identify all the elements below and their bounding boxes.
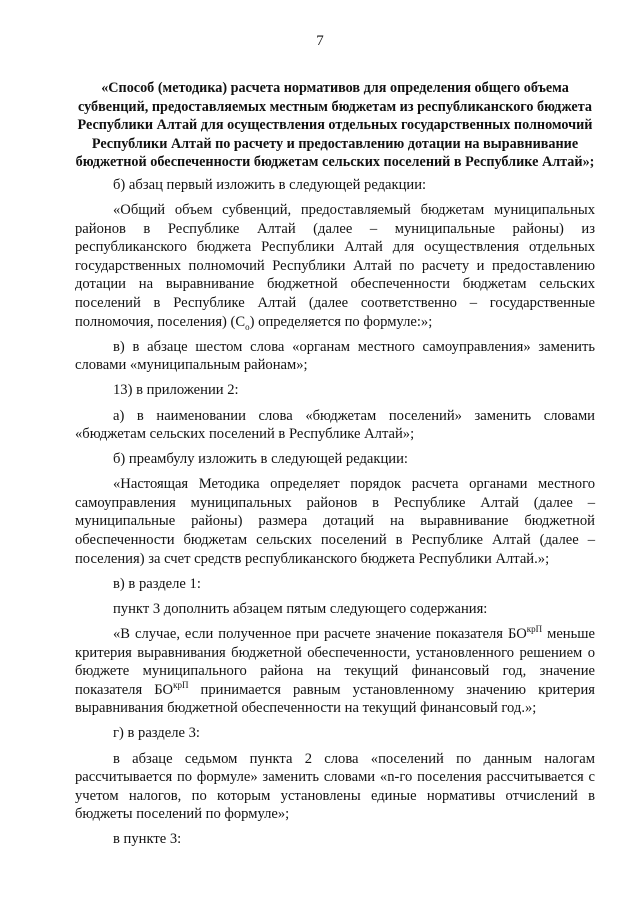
superscript-krp: крП — [526, 624, 543, 635]
paragraph-amend-seventh-para: в абзаце седьмом пункта 2 слова «поселений по данным налогам рассчитывается по формуле» заменить словами «n-го поселения рассчитывается с учетом налогов, по которым установлены единые нормативы отчислений в бюджеты поселений по формуле»; — [75, 750, 595, 823]
paragraph-bo-criterion — [75, 625, 595, 718]
paragraph-preamble-text: «Настоящая Методика определяет порядок расчета органами местного самоуправления муниципальных районов в Республике Алтай (далее – муниципальные районы) размера дотаций на выравнивание бюджетной обеспеченности бюджетам сельских поселений в Республике Алтай (далее – поселения) за счет средств республиканского бюджета Республики Алтай.»; — [75, 476, 595, 567]
superscript-krp: крП — [173, 679, 189, 690]
paragraph-point-3: пункт 3 дополнить абзацем пятым следующего содержания: — [113, 600, 488, 617]
paragraph-appendix-2: 13) в приложении 2: — [113, 382, 239, 399]
paragraph-amend-first-para: б) абзац первый изложить в следующей редакции: — [113, 176, 427, 193]
document-body — [75, 79, 595, 849]
methodology-heading: «Способ (методика) расчета нормативов для определения общего объема субвенций, предоставляемых местным бюджетам из республиканского бюджета Республики Алтай для осуществления отдельных государственных полномочий Республики Алтай по расчету и предоставлению дотации на выравнивание бюджетной обеспеченности бюджетам сельских поселений в Республике Алтай»; — [75, 80, 595, 171]
paragraph-amend-title: а) в наименовании слова «бюджетам поселений» заменить словами «бюджетам сельских поселений в Республике Алтай»; — [75, 407, 595, 443]
paragraph-subvention-total — [75, 201, 595, 331]
paragraph-text: «Общий объем субвенций, предоставляемый бюджетам муниципальных районов в Республике Алтай (далее – муниципальные районы) из республиканского бюджета Республики Алтай для осуществления отдельных государственных полномочий Республики Алтай по расчету и предоставлению дотации на выравнивание бюджетной обеспеченности бюджетам сельских поселений в Республике Алтай (далее соответственно – государственные полномочия, поселения) (С — [75, 202, 595, 330]
paragraph-section-3: г) в разделе 3: — [113, 725, 200, 742]
paragraph-text: принимается равным установленному значению критерия выравнивания бюджетной обеспеченности на текущий финансовый год.»; — [75, 681, 595, 717]
paragraph-section-1: в) в разделе 1: — [113, 575, 201, 592]
paragraph-text: ) определяется по формуле:»; — [249, 313, 433, 330]
paragraph-text: меньше критерия выравнивания бюджетной обеспеченности, установленного решением о бюджете муниципального района на текущий финансовый год, значение показателя БО — [75, 625, 595, 698]
paragraph-amend-preamble: б) преамбулу изложить в следующей редакции: — [113, 451, 408, 468]
subscript-o: о — [245, 321, 250, 332]
paragraph-text: «В случае, если полученное при расчете значение показателя БО — [113, 625, 527, 642]
paragraph-amend-sixth-para: в) в абзаце шестом слова «органам местного самоуправления» заменить словами «муниципальным районам»; — [75, 338, 595, 374]
page-number: 7 — [316, 33, 324, 49]
paragraph-point-3-in: в пункте 3: — [113, 831, 182, 848]
